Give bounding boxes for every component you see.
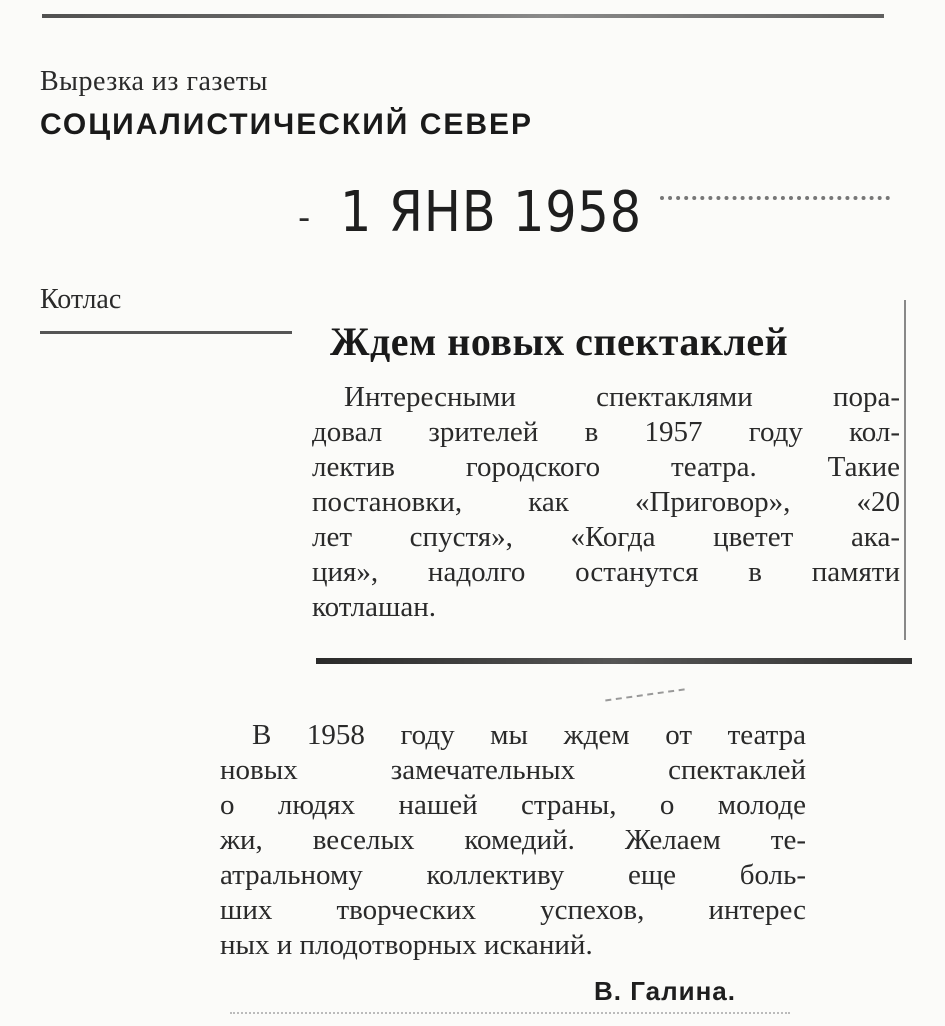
date-stamp: 1 ЯНВ 1958 (340, 180, 643, 245)
stamp-dotted-line (660, 196, 890, 200)
text-line: ших творческих успехов, интерес (220, 894, 806, 926)
text-line: котлашан. (312, 591, 437, 623)
author-signature: В. Галина. (594, 976, 736, 1006)
city-label: Котлас (40, 284, 122, 315)
article-paragraph-2 (220, 718, 806, 963)
article-headline: Ждем новых спектаклей (330, 319, 789, 364)
stamp-dash: - (298, 198, 311, 238)
text-line: новых замечательных спектаклей (220, 754, 806, 786)
clipping-label: Вырезка из газеты (40, 66, 268, 97)
text-line: лектив городского театра. Такие (312, 451, 900, 483)
bottom-dotted-line (230, 1012, 790, 1014)
text-line: лет спустя», «Когда цветет ака- (312, 521, 900, 553)
city-rule (40, 331, 292, 334)
clipping-right-edge (904, 300, 906, 640)
text-line: довал зрителей в 1957 году кол- (312, 416, 900, 448)
text-line: о людях нашей страны, о молоде (220, 789, 806, 821)
text-line: ция», надолго останутся в памяти (312, 556, 900, 588)
text-line: жи, веселых комедий. Желаем те- (220, 824, 806, 856)
top-rule (42, 14, 884, 18)
pencil-mark (603, 675, 684, 702)
text-line: постановки, как «Приговор», «20 (312, 486, 900, 518)
newspaper-name: СОЦИАЛИСТИЧЕСКИЙ СЕВЕР (40, 108, 534, 141)
text-line: атральному коллективу еще боль- (220, 859, 806, 891)
article-paragraph-1 (312, 380, 900, 625)
text-line: В 1958 году мы ждем от театра (252, 719, 806, 751)
text-line: ных и плодотворных исканий. (220, 929, 593, 961)
column-rule (316, 658, 912, 664)
text-line: Интересными спектаклями пора- (344, 381, 900, 413)
